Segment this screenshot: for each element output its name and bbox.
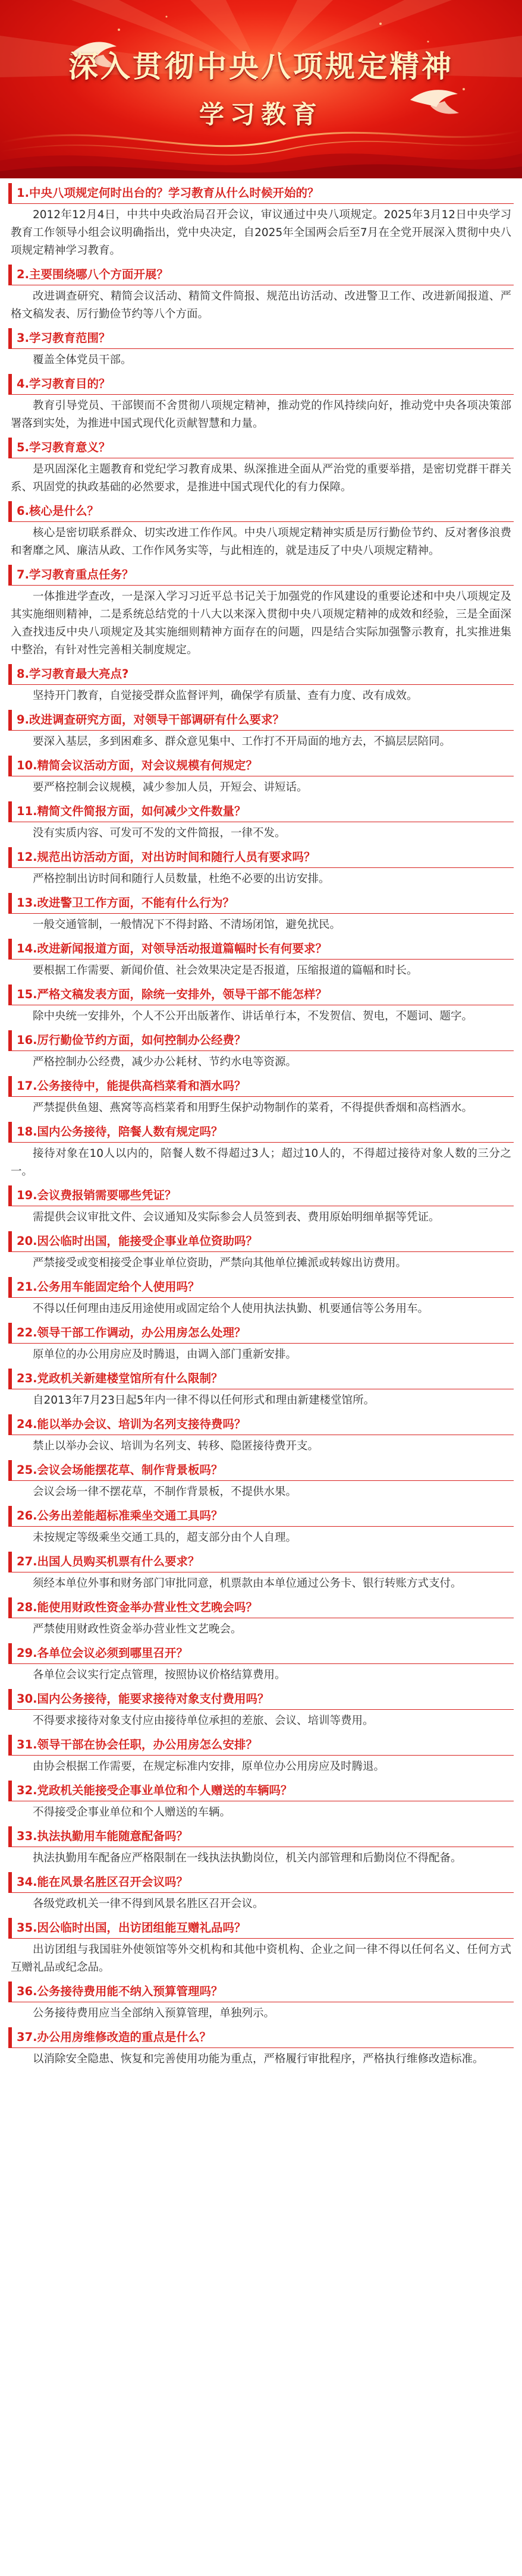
answer-text: 公务接待费用应当全部纳入预算管理，单独列示。 [33, 2007, 275, 2020]
question-heading: 35.因公临时出国，出访团组能互赠礼品吗？ [8, 1918, 514, 1939]
qa-item [8, 1369, 514, 1410]
qa-item [8, 710, 514, 751]
question-heading: 3.学习教育范围？ [8, 328, 514, 349]
question-heading: 10.精简会议活动方面，对会议规模有何规定？ [8, 756, 514, 776]
qa-item [8, 1323, 514, 1364]
question-heading: 6.核心是什么？ [8, 501, 514, 522]
qa-item [8, 565, 514, 659]
qa-item [8, 1597, 514, 1638]
answer-text: 核心是密切联系群众、切实改进工作作风。中央八项规定精神实质是厉行勤俭节约、反对奢侈浪费和奢靡之风、廉洁从政、工作作风务实等，与此相连的，就是违反了中央八项规定精神。 [11, 527, 511, 557]
qa-item [8, 893, 514, 934]
qa-item [8, 1506, 514, 1547]
answer-text: 接待对象在10人以内的，陪餐人数不得超过3人；超过10人的，不得超过接待对象人数的三分之一。 [11, 1147, 511, 1178]
answer-text: 执法执勤用车配备应严格限制在一线执法执勤岗位，机关内部管理和后勤岗位不得配备。 [33, 1852, 462, 1864]
qa-item [8, 265, 514, 323]
question-heading: 4.学习教育目的？ [8, 374, 514, 395]
answer-text: 以消除安全隐患、恢复和完善使用功能为重点，严格履行审批程序，严格执行维修改造标准。 [33, 2053, 484, 2065]
qa-item [8, 1122, 514, 1181]
question-heading: 30.国内公务接待，能要求接待对象支付费用吗？ [8, 1689, 514, 1710]
answer-text: 是巩固深化主题教育和党纪学习教育成果、纵深推进全面从严治党的重要举措，是密切党群干群关系、巩固党的执政基础的必然要求，是推进中国式现代化的有力保障。 [11, 463, 511, 493]
qa-item [8, 2027, 514, 2068]
answer-text: 须经本单位外事和财务部门审批同意，机票款由本单位通过公务卡、银行转账方式支付。 [33, 1577, 462, 1590]
qa-item [8, 1826, 514, 1867]
question-heading: 33.执法执勤用车能随意配备吗？ [8, 1826, 514, 1847]
qa-item [8, 328, 514, 369]
qa-item [8, 664, 514, 705]
answer-text: 坚持开门教育，自觉接受群众监督评判，确保学有质量、查有力度、改有成效。 [33, 690, 418, 702]
answer-text: 要根据工作需要、新闻价值、社会效果决定是否报道，压缩报道的篇幅和时长。 [33, 964, 418, 977]
question-heading: 28.能使用财政性资金举办营业性文艺晚会吗？ [8, 1597, 514, 1618]
answer-text: 不得接受企事业单位和个人赠送的车辆。 [33, 1806, 231, 1819]
qa-item [8, 756, 514, 797]
question-heading: 25.会议会场能摆花草、制作背景板吗？ [8, 1460, 514, 1481]
qa-item [8, 438, 514, 496]
qa-item [8, 801, 514, 842]
question-heading: 20.因公临时出国，能接受企事业单位资助吗？ [8, 1231, 514, 1252]
answer-text: 一体推进学查改，一是深入学习习近平总书记关于加强党的作风建设的重要论述和中央八项规定及其实施细则精神，二是系统总结党的十八大以来深入贯彻中央八项规定精神的成效和经验，三是全面深入查找违反中央八项规定及其实施细则精神方面存在的问题，四是结合实际加强警示教育，扎实推进集中整治，有针对性完善相关制度规定。 [11, 590, 511, 656]
answer-text: 严禁提供鱼翅、燕窝等高档菜肴和用野生保护动物制作的菜肴，不得提供香烟和高档酒水。 [33, 1102, 473, 1114]
question-heading: 34.能在风景名胜区召开会议吗？ [8, 1872, 514, 1893]
answer-text: 改进调查研究、精简会议活动、精简文件简报、规范出访活动、改进警卫工作、改进新闻报道、严格文稿发表、厉行勤俭节约等八个方面。 [11, 290, 511, 320]
banner-decoration [0, 0, 522, 178]
question-heading: 37.办公用房维修改造的重点是什么？ [8, 2027, 514, 2048]
answer-text: 教育引导党员、干部锲而不舍贯彻八项规定精神，推动党的作风持续向好，推动党中央各项决策部署落到实处，为推进中国式现代化贡献智慧和力量。 [11, 400, 511, 430]
answer-text: 严格控制出访时间和随行人员数量，杜绝不必要的出访安排。 [33, 873, 330, 885]
question-heading: 26.公务出差能超标准乘坐交通工具吗？ [8, 1506, 514, 1527]
question-heading: 7.学习教育重点任务？ [8, 565, 514, 586]
question-heading: 17.公务接待中，能提供高档菜肴和酒水吗？ [8, 1076, 514, 1097]
qa-item [8, 1460, 514, 1501]
question-heading: 15.严格文稿发表方面，除统一安排外，领导干部不能怎样？ [8, 985, 514, 1005]
answer-text: 严格控制办公经费，减少办公耗材、节约水电等资源。 [33, 1056, 297, 1068]
banner-subtitle: 学习教育 [199, 100, 323, 129]
qa-item [8, 183, 514, 260]
answer-text: 会议会场一律不摆花草，不制作背景板，不提供水果。 [33, 1486, 297, 1498]
question-heading: 18.国内公务接待，陪餐人数有规定吗？ [8, 1122, 514, 1143]
qa-item [8, 1076, 514, 1117]
question-heading: 5.学习教育意义？ [8, 438, 514, 458]
question-heading: 19.会议费报销需要哪些凭证？ [8, 1185, 514, 1206]
question-heading: 12.规范出访活动方面，对出访时间和随行人员有要求吗？ [8, 847, 514, 868]
question-heading: 29.各单位会议必须到哪里召开？ [8, 1643, 514, 1664]
answer-text: 各级党政机关一律不得到风景名胜区召开会议。 [33, 1898, 264, 1910]
header-banner [0, 0, 522, 178]
qa-item [8, 1918, 514, 1977]
question-heading: 11.精简文件简报方面，如何减少文件数量？ [8, 801, 514, 822]
answer-text: 自2013年7月23日起5年内一律不得以任何形式和理由新建楼堂馆所。 [33, 1394, 375, 1407]
question-heading: 2.主要围绕哪八个方面开展？ [8, 265, 514, 285]
qa-item [8, 1277, 514, 1318]
question-heading: 16.厉行勤俭节约方面，如何控制办公经费？ [8, 1030, 514, 1051]
answer-text: 除中央统一安排外，个人不公开出版著作、讲话单行本，不发贺信、贺电，不题词、题字。 [33, 1010, 473, 1023]
question-heading: 23.党政机关新建楼堂馆所有什么限制？ [8, 1369, 514, 1389]
answer-text: 未按规定等级乘坐交通工具的，超支部分由个人自理。 [33, 1531, 297, 1544]
answer-text: 严禁使用财政性资金举办营业性文艺晚会。 [33, 1623, 242, 1635]
answer-text: 需提供会议审批文件、会议通知及实际参会人员签到表、费用原始明细单据等凭证。 [33, 1211, 440, 1223]
qa-item [8, 1689, 514, 1730]
qa-item [8, 1185, 514, 1226]
qa-item [8, 1872, 514, 1913]
answer-text: 由协会根据工作需要，在规定标准内安排，原单位办公用房应及时腾退。 [33, 1760, 385, 1773]
qa-item [8, 1735, 514, 1776]
answer-text: 要深入基层，多到困难多、群众意见集中、工作打不开局面的地方去，不搞层层陪同。 [33, 735, 451, 748]
qa-item [8, 1781, 514, 1822]
qa-item [8, 501, 514, 560]
answer-text: 覆盖全体党员干部。 [33, 354, 132, 366]
question-heading: 14.改进新闻报道方面，对领导活动报道篇幅时长有何要求？ [8, 939, 514, 960]
answer-text: 没有实质内容、可发可不发的文件简报，一律不发。 [33, 827, 286, 839]
qa-list [0, 178, 522, 2079]
question-heading: 36.公务接待费用能不纳入预算管理吗？ [8, 1981, 514, 2002]
question-heading: 8.学习教育最大亮点? [8, 664, 514, 685]
answer-text: 要严格控制会议规模，减少参加人员，开短会、讲短话。 [33, 781, 308, 794]
answer-text: 原单位的办公用房应及时腾退，由调入部门重新安排。 [33, 1348, 297, 1361]
question-heading: 32.党政机关能接受企事业单位和个人赠送的车辆吗？ [8, 1781, 514, 1801]
qa-item [8, 374, 514, 433]
qa-item [8, 939, 514, 980]
question-heading: 1.中央八项规定何时出台的？学习教育从什么时候开始的？ [8, 183, 514, 204]
question-heading: 21.公务用车能固定给个人使用吗？ [8, 1277, 514, 1298]
answer-text: 各单位会议实行定点管理，按照协议价格结算费用。 [33, 1669, 286, 1681]
question-heading: 13.改进警卫工作方面，不能有什么行为？ [8, 893, 514, 914]
question-heading: 31.领导干部在协会任职，办公用房怎么安排？ [8, 1735, 514, 1756]
qa-item [8, 1414, 514, 1455]
qa-item [8, 1231, 514, 1272]
answer-text: 出访团组与我国驻外使领馆等外交机构和其他中资机构、企业之间一律不得以任何名义、任何方式互赠礼品或纪念品。 [11, 1943, 511, 1974]
answer-text: 禁止以举办会议、培训为名列支、转移、隐匿接待费开支。 [33, 1440, 319, 1452]
question-heading: 24.能以举办会议、培训为名列支接待费吗？ [8, 1414, 514, 1435]
answer-text: 严禁接受或变相接受企事业单位资助，严禁向其他单位摊派或转嫁出访费用。 [33, 1257, 407, 1269]
banner-title: 深入贯彻中央八项规定精神 [68, 49, 454, 84]
qa-item [8, 1030, 514, 1071]
qa-item [8, 1643, 514, 1684]
qa-item [8, 985, 514, 1026]
answer-text: 一般交通管制，一般情况下不得封路、不清场闭馆，避免扰民。 [33, 919, 341, 931]
question-heading: 22.领导干部工作调动，办公用房怎么处理？ [8, 1323, 514, 1344]
qa-item [8, 847, 514, 888]
qa-item [8, 1981, 514, 2023]
question-heading: 27.出国人员购买机票有什么要求？ [8, 1552, 514, 1572]
qa-item [8, 1552, 514, 1593]
answer-text: 2012年12月4日，中共中央政治局召开会议，审议通过中央八项规定。2025年3月12日中央学习教育工作领导小组会议明确指出，党中央决定，自2025年全国两会后至7月在全党开展深入贯彻中央八项规定精神学习教育。 [11, 209, 511, 257]
answer-text: 不得要求接待对象支付应由接待单位承担的差旅、会议、培训等费用。 [33, 1715, 374, 1727]
answer-text: 不得以任何理由违反用途使用或固定给个人使用执法执勤、机要通信等公务用车。 [33, 1303, 429, 1315]
question-heading: 9.改进调查研究方面，对领导干部调研有什么要求？ [8, 710, 514, 731]
